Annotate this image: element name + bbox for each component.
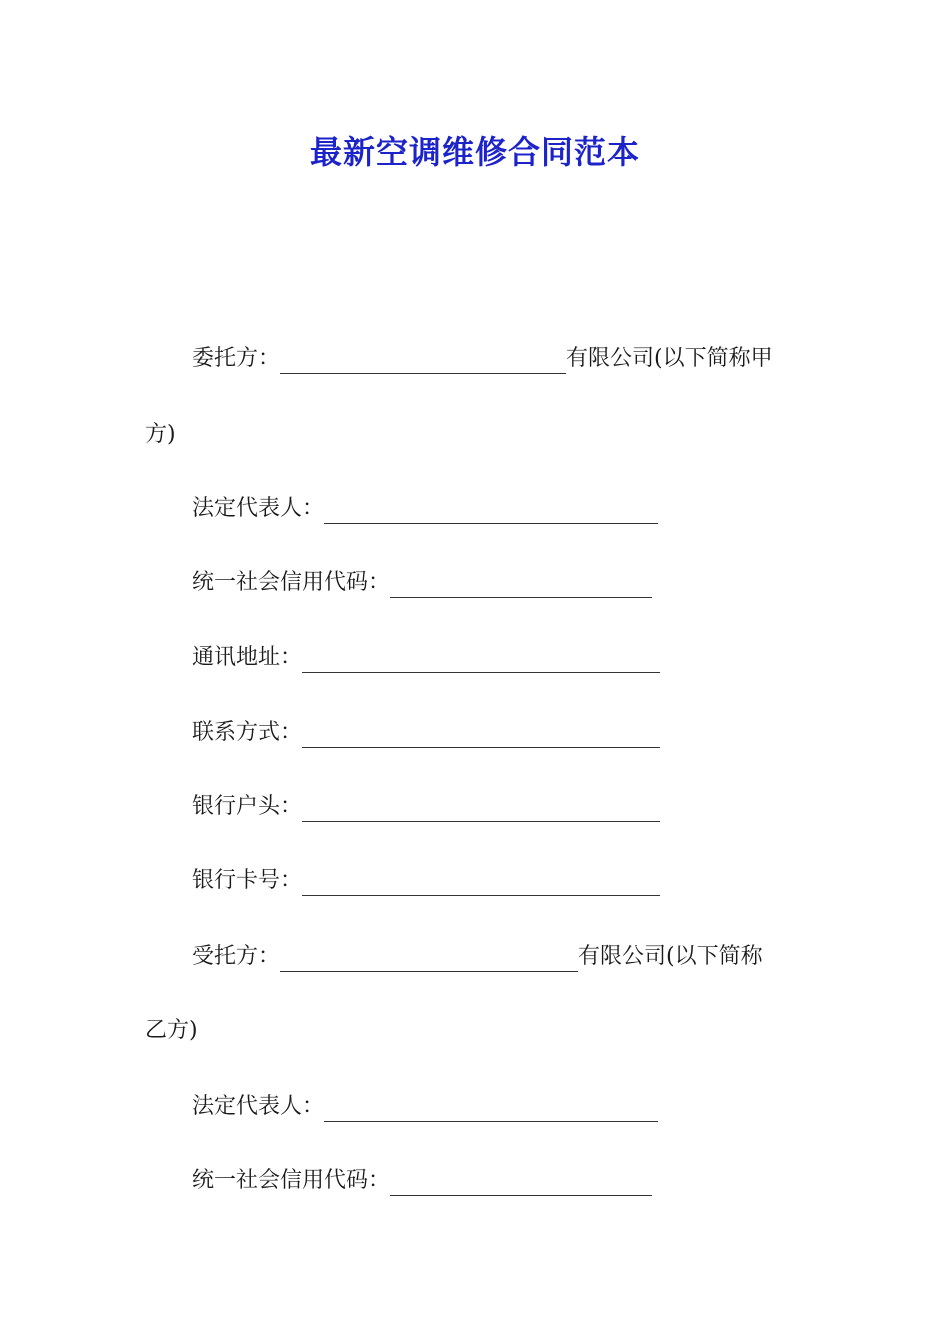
party-a-credit-code-blank[interactable] bbox=[390, 571, 652, 598]
party-b-label: 受托方： bbox=[192, 944, 281, 969]
party-b-suffix: 有限公司(以下简称 bbox=[578, 944, 763, 969]
party-b-legal-rep-label: 法定代表人： bbox=[192, 1094, 325, 1119]
party-a-contact-blank[interactable] bbox=[302, 721, 660, 748]
party-b-legal-rep-line bbox=[192, 1092, 658, 1122]
party-b-line bbox=[192, 942, 763, 972]
party-a-bank-name-blank[interactable] bbox=[302, 795, 660, 822]
party-a-address-blank[interactable] bbox=[302, 646, 660, 673]
party-a-bank-card-label: 银行卡号： bbox=[192, 868, 303, 893]
party-a-contact-label: 联系方式： bbox=[192, 720, 303, 745]
party-a-name-blank[interactable] bbox=[280, 347, 566, 374]
party-a-bank-name-line bbox=[192, 792, 660, 822]
party-a-legal-rep-blank[interactable] bbox=[324, 497, 658, 524]
party-a-bank-card-blank[interactable] bbox=[302, 869, 660, 896]
party-a-address-label: 通讯地址： bbox=[192, 645, 303, 670]
party-b-legal-rep-blank[interactable] bbox=[324, 1095, 658, 1122]
party-b-continuation: 乙方) bbox=[145, 1018, 198, 1043]
party-a-line bbox=[192, 344, 773, 374]
party-b-name-blank[interactable] bbox=[280, 945, 578, 972]
party-a-label: 委托方： bbox=[192, 346, 281, 371]
party-a-legal-rep-line bbox=[192, 494, 658, 524]
party-a-continuation: 方) bbox=[145, 422, 176, 447]
party-a-contact-line bbox=[192, 718, 660, 748]
party-a-suffix: 有限公司(以下简称甲 bbox=[566, 346, 773, 371]
party-b-credit-code-label: 统一社会信用代码： bbox=[192, 1168, 391, 1193]
party-a-bank-name-label: 银行户头： bbox=[192, 794, 303, 819]
document-title: 最新空调维修合同范本 bbox=[309, 133, 640, 171]
party-a-legal-rep-label: 法定代表人： bbox=[192, 496, 325, 521]
party-b-credit-code-blank[interactable] bbox=[390, 1169, 652, 1196]
party-a-address-line bbox=[192, 643, 660, 673]
party-b-credit-code-line bbox=[192, 1166, 652, 1196]
party-a-credit-code-label: 统一社会信用代码： bbox=[192, 570, 391, 595]
party-a-credit-code-line bbox=[192, 568, 652, 598]
party-a-bank-card-line bbox=[192, 866, 660, 896]
